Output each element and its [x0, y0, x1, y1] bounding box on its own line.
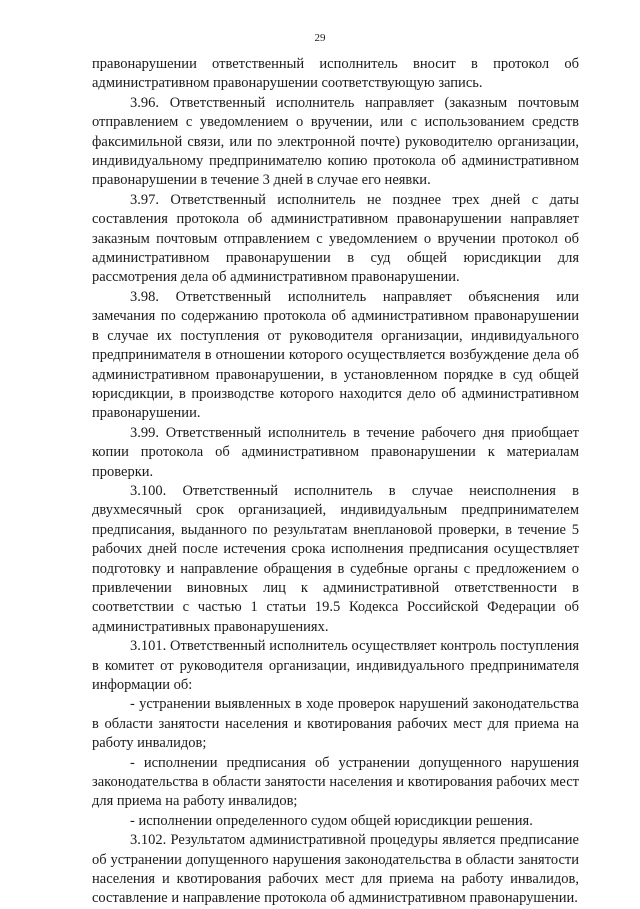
list-item-court-decision: - исполнении определенного судом общей юрисдикции решения.: [130, 812, 533, 829]
document-body: [92, 55, 579, 909]
list-item-order-executed: - исполнении предписания об устранении допущенного нарушения законодательства в области занятости населения и квотирования рабочих мест для приема на работу инвалидов;: [92, 754, 579, 810]
paragraph-3-99: 3.99. Ответственный исполнитель в течение рабочего дня приобщает копии протокола об административном правонарушении к материалам проверки.: [92, 424, 579, 480]
paragraph-3-101: 3.101. Ответственный исполнитель осуществляет контроль поступления в комитет от руководителя организации, индивидуального предпринимателя информации об:: [92, 638, 579, 693]
paragraph-3-102: 3.102. Результатом административной процедуры является предписание об устранении допущенного нарушения законодательства в области занятости населения и квотирования рабочих мест для приема на работу инвалидов, составление и направление протокола об административном правонарушении.: [92, 832, 579, 907]
paragraph-3-96: 3.96. Ответственный исполнитель направляет (заказным почтовым отправлением с уведомлением о вручении, или с использованием средств факсимильной связи, или по электронной почте) руководителю организации, индивидуальному предпринимателю копию протокола об административном правонарушении в течение 3 дней в случае его неявки.: [92, 94, 579, 189]
paragraph-3-98: 3.98. Ответственный исполнитель направляет объяснения или замечания по содержанию протокола об административном правонарушении в случае их поступления от руководителя организации, индивидуального предпринимателя в отношении которого осуществляется возбуждение дела об административном правонарушении, в установленном порядке в суд общей юрисдикции, в производстве которого находится дело об административном правонарушении.: [92, 288, 579, 422]
page-number: 29: [314, 32, 326, 44]
paragraph-continuation: правонарушении ответственный исполнитель вносит в протокол об административном правонарушении соответствующую запись.: [92, 56, 579, 92]
list-item-violations-fixed: - устранении выявленных в ходе проверок нарушений законодательства в области занятости населения и квотирования рабочих мест для приема на работу инвалидов;: [92, 696, 579, 752]
paragraph-3-100: 3.100. Ответственный исполнитель в случае неисполнения в двухмесячный срок организацией, индивидуальным предпринимателем предписания, выданного по результатам внеплановой проверки, в течение 5 рабочих дней после истечения срока исполнения предписания осуществляет подготовку и направление обращения в судебные органы с предложением о привлечении виновных лиц к административной ответственности в соответствии с частью 1 статьи 19.5 Кодекса Российской Федерации об административных правонарушениях.: [92, 482, 579, 635]
paragraph-3-97: 3.97. Ответственный исполнитель не позднее трех дней с даты составления протокола об административном правонарушении направляет заказным почтовым отправлением с уведомлением о вручении протокол об административном правонарушении в суд общей юрисдикции для рассмотрения дела об административном правонарушении.: [92, 191, 579, 286]
